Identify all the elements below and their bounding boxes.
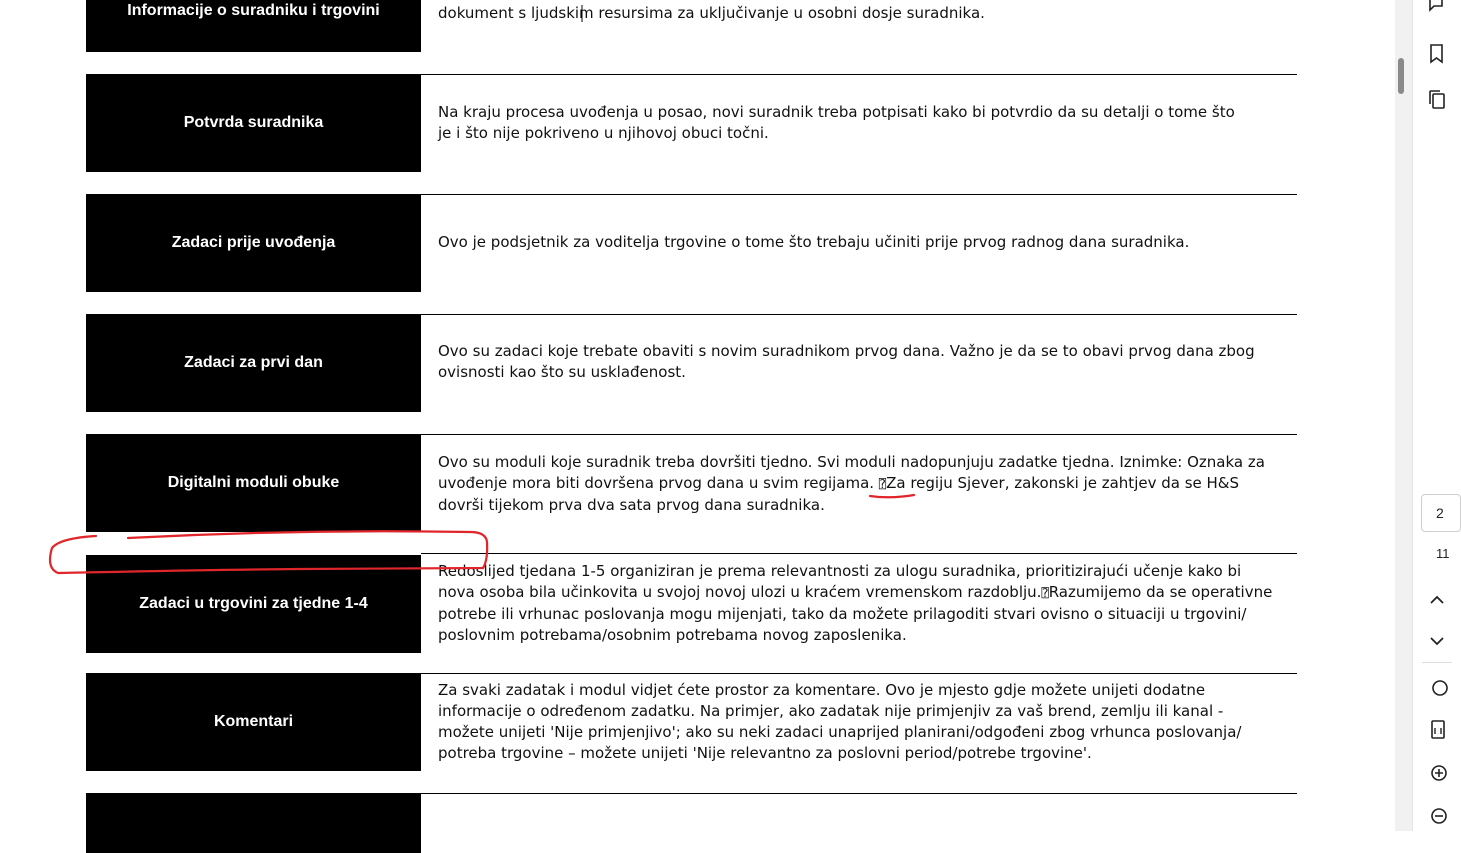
row-separator bbox=[421, 673, 1297, 674]
side-panel bbox=[1412, 0, 1446, 831]
description-line: Ovo su moduli koje suradnik treba dovršiti tjedno. Svi moduli nadopunjuju zadatke tjedna. Iznimke: Oznaka za bbox=[438, 453, 1265, 471]
missing-glyph-icon: ⍰ bbox=[1041, 586, 1049, 600]
row-label-text: Komentari bbox=[213, 713, 294, 730]
row-label-text: Informacije o suradniku i trgovini bbox=[127, 2, 380, 19]
row-separator bbox=[421, 434, 1297, 435]
row-separator bbox=[421, 314, 1297, 315]
description-line: potreba trgovine – možete unijeti 'Nije relevantno za poslovni period/potrebe trgovine'. bbox=[438, 744, 1092, 762]
description-text: nova osoba bila učinkovita u svojoj novoj ulozi u kraćem vremenskom razdoblju. bbox=[438, 583, 1042, 601]
zoom-out-icon[interactable] bbox=[1428, 805, 1445, 827]
description-line: Na kraju procesa uvođenja u posao, novi suradnik treba potpisati kako bi potvrdio da su detalji o tome što bbox=[438, 103, 1235, 121]
row-description-potvrda bbox=[438, 102, 1296, 144]
row-label-potvrda bbox=[86, 74, 421, 172]
row-separator bbox=[421, 553, 1297, 554]
current-page-input[interactable] bbox=[1421, 494, 1461, 532]
row-description-komentari bbox=[438, 680, 1296, 764]
side-panel-divider bbox=[1422, 662, 1452, 663]
row-label-text: Zadaci prije uvođenja bbox=[171, 234, 336, 251]
row-label-text: Digitalni moduli obuke bbox=[167, 474, 340, 491]
fit-page-icon[interactable] bbox=[1428, 677, 1445, 699]
chevron-down-icon[interactable] bbox=[1428, 630, 1445, 652]
description-line: Za svaki zadatak i modul vidjet ćete prostor za komentare. Ovo je mjesto gdje možete unijeti dodatne bbox=[438, 681, 1206, 699]
zoom-in-icon[interactable] bbox=[1428, 762, 1445, 784]
description-text: Razumijemo da se operativne bbox=[1048, 583, 1273, 601]
total-pages bbox=[1436, 546, 1450, 561]
description-line: poslovnim potrebama/osobnim potrebama novog zaposlenika. bbox=[438, 626, 907, 644]
description-line: potrebe ili vrhunac poslovanja mogu mijenjati, tako da možete prilagoditi stvari ovisno o situaciji u trgovini/ bbox=[438, 605, 1247, 623]
row-label-text: Zadaci u trgovini za tjedne 1-4 bbox=[139, 595, 368, 612]
row-separator bbox=[421, 793, 1297, 794]
scrollbar-thumb[interactable] bbox=[1398, 58, 1404, 94]
chevron-up-icon[interactable] bbox=[1428, 589, 1445, 611]
row-description-zadaci-tjedne bbox=[438, 561, 1296, 646]
row-description-digitalni-moduli bbox=[438, 452, 1296, 516]
description-line: dovrši tijekom prva dva sata prvog dana suradnika. bbox=[438, 496, 825, 514]
description-line: ovisnosti kao što su usklađenost. bbox=[438, 363, 686, 381]
row-label-digitalni-moduli bbox=[86, 434, 421, 532]
bookmark-icon[interactable] bbox=[1428, 43, 1445, 65]
description-line bbox=[438, 473, 1296, 495]
row-label-prije-uvodenja bbox=[86, 194, 421, 292]
row-label-text: Potvrda suradnika bbox=[183, 114, 324, 131]
description-line: Ovo su zadaci koje trebate obaviti s novim suradnikom prvog dana. Važno je da se to obavi prvog dana zbog bbox=[438, 342, 1255, 360]
description-line: dokument s ljudskim resursima za uključivanje u osobni dosje suradnika. bbox=[438, 4, 985, 22]
vertical-scrollbar[interactable] bbox=[1395, 0, 1412, 831]
description-line: informacije o određenom zadatku. Na primjer, ako zadatak nije primjenjiv za vaš brend, zemlju ili kanal - bbox=[438, 702, 1224, 720]
row-label-informacije bbox=[86, 0, 421, 52]
row-label-prvi-dan bbox=[86, 314, 421, 412]
current-page-value: 2 bbox=[1436, 505, 1444, 521]
actual-size-icon[interactable] bbox=[1428, 719, 1445, 741]
row-separator bbox=[421, 194, 1297, 195]
row-label-next bbox=[86, 793, 421, 853]
row-description-prvi-dan bbox=[438, 341, 1296, 383]
description-text: uvođenje mora biti dovršena prvog dana u svim regijama. bbox=[438, 474, 879, 492]
row-separator bbox=[421, 74, 1297, 75]
description-line: Redoslijed tjedana 1-5 organiziran je prema relevantnosti za ulogu suradnika, prioritizirajući učenje kako bi bbox=[438, 562, 1242, 580]
description-line: možete unijeti 'Nije primjenjivo'; ako su neki zadaci unaprijed planirani/odgođeni zbog vrhunca poslovanja/ bbox=[438, 723, 1242, 741]
comment-icon[interactable] bbox=[1428, 0, 1445, 16]
description-line: je i što nije pokriveno u njihovoj obuci točni. bbox=[438, 124, 769, 142]
description-text: Za regiju Sjever, zakonski je zahtjev da se H&S bbox=[886, 474, 1240, 492]
row-description-informacije bbox=[438, 3, 1296, 24]
row-label-text: Zadaci za prvi dan bbox=[184, 354, 323, 371]
missing-glyph-icon: ⍰ bbox=[878, 477, 887, 491]
copy-pages-icon[interactable] bbox=[1428, 89, 1445, 111]
row-label-komentari bbox=[86, 673, 421, 771]
description-line: Ovo je podsjetnik za voditelja trgovine o tome što trebaju učiniti prije prvog radnog dana suradnika. bbox=[438, 233, 1190, 251]
description-line bbox=[438, 582, 1296, 604]
row-label-zadaci-tjedne bbox=[86, 555, 421, 653]
total-pages-value: 11 bbox=[1436, 546, 1450, 561]
row-description-prije-uvodenja bbox=[438, 232, 1296, 253]
